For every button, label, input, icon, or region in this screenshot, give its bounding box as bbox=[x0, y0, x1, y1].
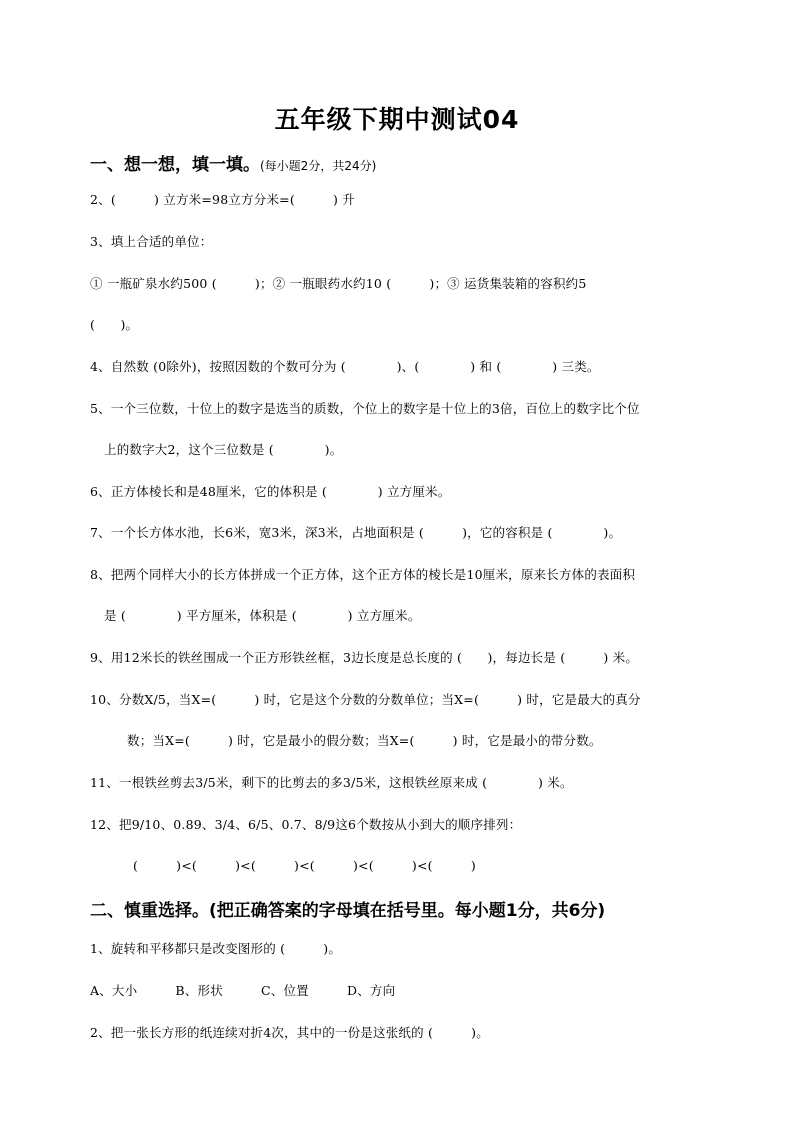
question-5-line-2: 上的数字大2，这个三位数是 ( )。 bbox=[104, 442, 343, 457]
question-8-line-2: 是 ( ) 平方厘米，体积是 ( ) 立方厘米。 bbox=[104, 608, 421, 623]
question-12-ordering-blanks: ( )<( )<( )<( )<( )<( ) bbox=[133, 858, 476, 873]
choice-question-1: 1、旋转和平移都只是改变图形的 ( )。 bbox=[90, 941, 342, 956]
question-9: 9、用12米长的铁丝围成一个正方形铁丝框，3边长度是总长度的 ( )，每边长是 ( ) 米。 bbox=[90, 650, 639, 665]
question-12-line-1: 12、把9/10、0.89、3/4、6/5、0.7、8/9这6个数按从小到大的顺序排列： bbox=[90, 817, 522, 832]
question-4: 4、自然数 (0除外)，按照因数的个数可分为 ( )、( ) 和 ( ) 三类。 bbox=[90, 359, 600, 374]
question-10-line-1: 10、分数X/5，当X=( ) 时，它是这个分数的分数单位；当X=( ) 时，它是最大的真分 bbox=[90, 692, 641, 707]
section-1-title: 一、想一想，填一填。 bbox=[90, 155, 260, 175]
question-6: 6、正方体棱长和是48厘米，它的体积是 ( ) 立方厘米。 bbox=[90, 484, 451, 499]
choice-question-1-options: A、大小 B、形状 C、位置 D、方向 bbox=[90, 983, 396, 998]
section-1-score-note: (每小题2分，共24分) bbox=[260, 159, 377, 173]
question-5-line-1: 5、一个三位数，十位上的数字是选当的质数，个位上的数字是十位上的3倍，百位上的数字比个位 bbox=[90, 401, 640, 416]
section-2-heading: 二、慎重选择。(把正确答案的字母填在括号里。每小题1分，共6分) bbox=[90, 901, 606, 921]
question-11: 11、一根铁丝剪去3/5米，剩下的比剪去的多3/5米，这根铁丝原来成 ( ) 米。 bbox=[90, 775, 573, 790]
question-3-line-2: ( )。 bbox=[90, 317, 139, 332]
question-3-line-1: ① 一瓶矿泉水约500 ( )；② 一瓶眼药水约10 ( )；③ 运货集装箱的容积约5 bbox=[90, 276, 587, 291]
section-1-heading bbox=[90, 150, 376, 175]
page-title: 五年级下期中测试04 bbox=[274, 105, 520, 134]
choice-question-2: 2、把一张长方形的纸连续对折4次，其中的一份是这张纸的 ( )。 bbox=[90, 1025, 489, 1040]
question-10-line-2: 数；当X=( ) 时，它是最小的假分数；当X=( ) 时，它是最小的带分数。 bbox=[127, 733, 602, 748]
question-7: 7、一个长方体水池，长6米，宽3米，深3米，占地面积是 ( )，它的容积是 ( )。 bbox=[90, 525, 622, 540]
question-2: 2、( ) 立方米=98立方分米=( ) 升 bbox=[90, 192, 355, 207]
question-8-line-1: 8、把两个同样大小的长方体拼成一个正方体，这个正方体的棱长是10厘米，原来长方体的表面积 bbox=[90, 567, 636, 582]
question-3: 3、填上合适的单位： bbox=[90, 234, 213, 249]
